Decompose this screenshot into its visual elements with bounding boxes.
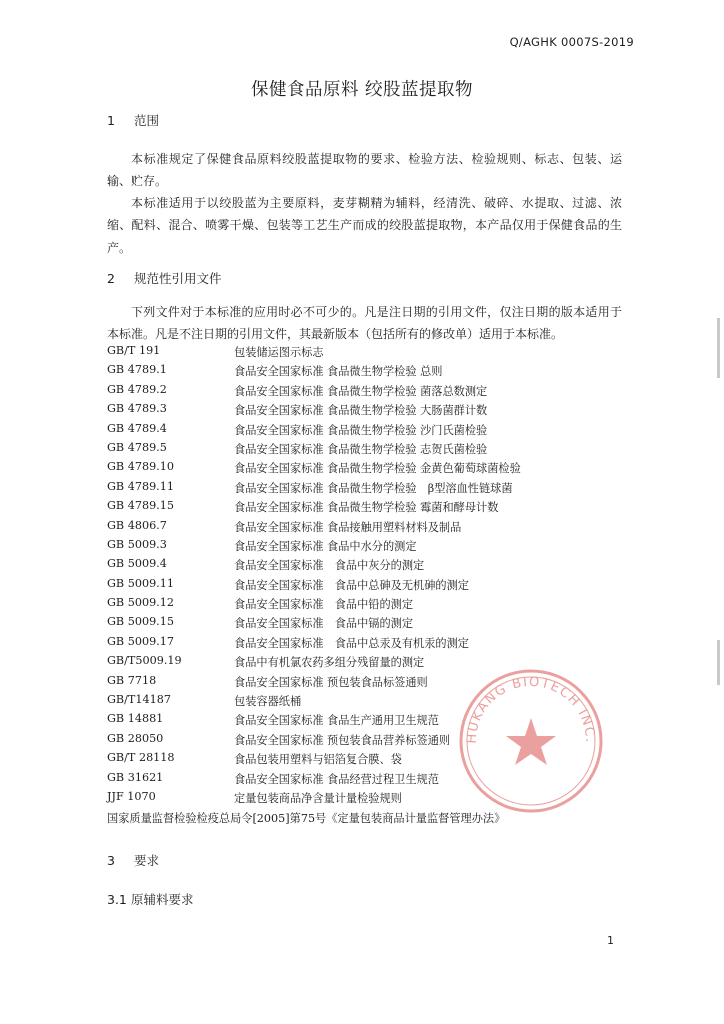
reference-title: 食品安全国家标准 食品中水分的测定: [234, 539, 417, 553]
reference-code: GB/T 191: [107, 344, 161, 357]
reference-row: [107, 519, 627, 538]
reference-code: GB 4789.3: [107, 402, 167, 416]
reference-title: 食品安全国家标准 食品微生物学检验 大肠菌群计数: [234, 404, 488, 418]
reference-code: GB 28050: [107, 731, 164, 745]
reference-title: 食品安全国家标准 食品微生物学检验 沙门氏菌检验: [234, 423, 488, 437]
reference-code: GB 31621: [107, 770, 164, 784]
reference-code: JJF 1070: [107, 789, 156, 803]
reference-row: [107, 460, 627, 479]
reference-code: GB 5009.11: [107, 576, 174, 590]
section-title: 规范性引用文件: [134, 271, 222, 286]
reference-row: [107, 538, 627, 557]
reference-title: 食品安全国家标准 食品生产通用卫生规范: [234, 714, 439, 728]
reference-row: [107, 422, 627, 441]
reference-row: [107, 402, 627, 421]
reference-code: GB 4789.2: [107, 382, 167, 396]
section-number: 2: [107, 271, 115, 286]
reference-code: GB 5009.12: [107, 596, 174, 610]
reference-title: 食品中有机氯农药多组分残留量的测定: [234, 656, 425, 670]
subsection-title: 原辅料要求: [131, 892, 194, 907]
reference-title: 食品安全国家标准 食品微生物学检验 金黄色葡萄球菌检验: [234, 462, 521, 476]
reference-title: 食品安全国家标准 食品微生物学检验 菌落总数测定: [234, 384, 488, 398]
reference-title: 食品包装用塑料与铝箔复合膜、袋: [234, 753, 402, 767]
scope-paragraph-2: 本标准适用于以绞股蓝为主要原料，麦芽糊精为辅料，经清洗、破碎、水提取、过滤、浓缩、配料、混合、喷雾干燥、包装等工艺生产而成的绞股蓝提取物，本产品仅用于保健食品的生产。: [107, 196, 622, 255]
reference-title: 食品安全国家标准 食品微生物学检验 总则: [234, 365, 443, 379]
reference-title: 食品安全国家标准 食品中铅的测定: [234, 598, 414, 612]
reference-code: GB 4789.11: [107, 479, 174, 493]
reference-row: [107, 441, 627, 460]
reference-code: GB/T14187: [107, 693, 171, 707]
reference-row: [107, 615, 627, 634]
reference-title: 包装容器纸桶: [234, 695, 302, 709]
reference-row: [107, 363, 627, 382]
seal-star-icon: [506, 718, 556, 765]
reference-code: GB 5009.4: [107, 557, 167, 571]
reference-title: 食品安全国家标准 预包装食品标签通则: [234, 675, 428, 689]
reference-row: [107, 596, 627, 615]
scan-edge-mark: [717, 640, 720, 685]
scan-edge-mark: [717, 318, 720, 378]
reference-code: GB 4806.7: [107, 518, 167, 532]
seal-text: HUKANG BIOTECH INC.: [464, 674, 598, 744]
reference-code: GB 4789.4: [107, 421, 167, 435]
reference-code: GB 4789.10: [107, 460, 174, 474]
reference-title: 定量包装商品净含量计量检验规则: [234, 791, 402, 805]
reference-row: [107, 499, 627, 518]
reference-title: 食品安全国家标准 食品微生物学检验 霉菌和酵母计数: [234, 501, 499, 515]
reference-code: GB 4789.15: [107, 499, 174, 513]
page-number: 1: [607, 934, 614, 947]
reference-code: GB/T5009.19: [107, 654, 182, 668]
reference-row: [107, 344, 627, 363]
reference-code: GB 7718: [107, 673, 157, 687]
document-title: 保健食品原料 绞股蓝提取物: [250, 80, 474, 100]
reference-code: GB/T 28118: [107, 751, 175, 765]
reference-row: [107, 635, 627, 654]
section-number: 3: [107, 853, 115, 868]
normative-intro: 下列文件对于本标准的应用时必不可少的。凡是注日期的引用文件，仅注日期的版本适用于本标准。凡是不注日期的引用文件，其最新版本（包括所有的修改单）适用于本标准。: [107, 305, 622, 342]
reference-row: [107, 577, 627, 596]
reference-row: [107, 383, 627, 402]
reference-title: 食品安全国家标准 预包装食品营养标签通则: [234, 733, 451, 747]
company-seal: [456, 666, 606, 816]
reference-title: 食品安全国家标准 食品中灰分的测定: [234, 559, 425, 573]
reference-code: GB 4789.5: [107, 440, 167, 454]
reference-code: GB 4789.1: [107, 363, 167, 377]
reference-title: 包装储运图示标志: [234, 346, 324, 359]
reference-code: GB 5009.15: [107, 615, 174, 629]
subsection-number: 3.1: [107, 892, 127, 907]
reference-row: [107, 480, 627, 499]
scope-paragraph-1: 本标准规定了保健食品原料绞股蓝提取物的要求、检验方法、检验规则、标志、包装、运输、贮存。: [107, 152, 622, 189]
reference-title: 食品安全国家标准 食品经营过程卫生规范: [234, 772, 439, 786]
reference-title: 食品安全国家标准 食品接触用塑料材料及制品: [234, 520, 462, 534]
reference-code: GB 5009.3: [107, 537, 167, 551]
subsection-3-1-heading: [107, 890, 194, 908]
section-2-heading: [107, 269, 222, 287]
reference-row: [107, 557, 627, 576]
section-title: 要求: [134, 853, 160, 868]
section-title: 范围: [134, 113, 160, 128]
reference-code: GB 5009.17: [107, 634, 174, 648]
reference-title: 食品安全国家标准 食品中总砷及无机砷的测定: [234, 578, 469, 592]
reference-code: GB 14881: [107, 712, 164, 726]
section-number: 1: [107, 113, 115, 128]
document-code: Q/AGHK 0007S-2019: [509, 35, 634, 49]
reference-title: 食品安全国家标准 食品中镉的测定: [234, 617, 414, 631]
section-3-heading: [107, 851, 159, 869]
reference-title: 食品安全国家标准 食品中总汞及有机汞的测定: [234, 636, 469, 650]
section-1-heading: [107, 111, 159, 129]
reference-title: 食品安全国家标准 食品微生物学检验 志贺氏菌检验: [234, 442, 488, 456]
reference-title: 食品安全国家标准 食品微生物学检验 β型溶血性链球菌: [234, 481, 513, 495]
decree-reference: 国家质量监督检验检疫总局令[2005]第75号《定量包装商品计量监督管理办法》: [107, 812, 506, 825]
